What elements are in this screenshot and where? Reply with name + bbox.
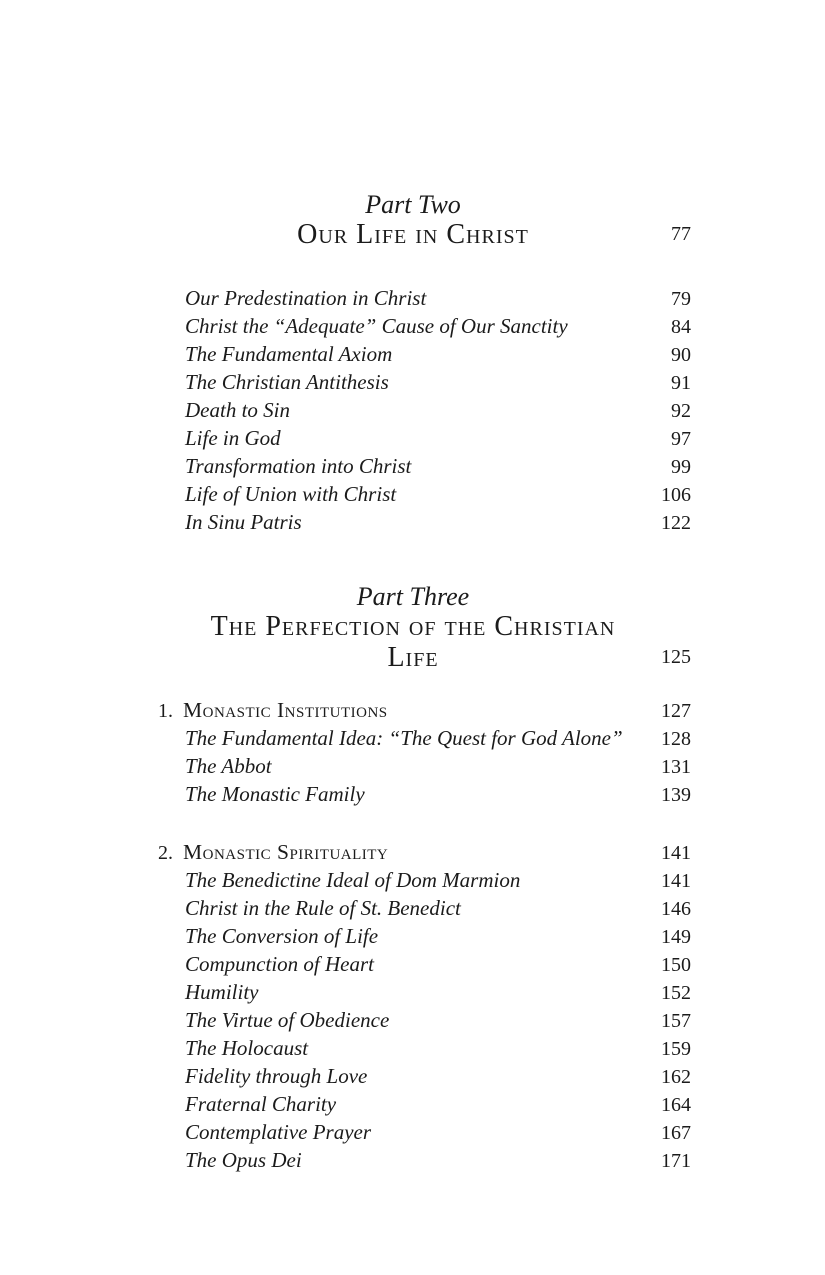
entry-title: The Monastic Family — [185, 782, 365, 806]
toc-entry — [158, 369, 691, 397]
entry-title: Christ the “Adequate” Cause of Our Sanctity — [185, 314, 568, 338]
entry-title: The Virtue of Obedience — [185, 1008, 390, 1032]
entry-title: Our Predestination in Christ — [185, 286, 427, 310]
toc-entry — [158, 1035, 691, 1063]
entry-page-number: 164 — [661, 1094, 691, 1116]
toc-entry — [158, 285, 691, 313]
entry-page-number: 149 — [661, 926, 691, 948]
toc-entry — [158, 753, 691, 781]
entry-title: The Christian Antithesis — [185, 370, 389, 394]
entry-title: The Opus Dei — [185, 1148, 302, 1172]
entry-page-number: 150 — [661, 954, 691, 976]
toc-entry — [158, 895, 691, 923]
entry-title: Life of Union with Christ — [185, 482, 397, 506]
entry-page-number: 97 — [671, 428, 691, 450]
chapter-title: Monastic Institutions — [183, 698, 388, 722]
part-two-heading — [185, 190, 691, 250]
chapter-monastic-institutions — [158, 697, 691, 809]
entry-title: The Fundamental Axiom — [185, 342, 393, 366]
entry-page-number: 141 — [661, 870, 691, 892]
entry-page-number: 159 — [661, 1038, 691, 1060]
chapter-heading — [158, 697, 691, 725]
toc-entry — [158, 1091, 691, 1119]
entry-page-number: 131 — [661, 756, 691, 778]
toc-entry — [158, 453, 691, 481]
entry-page-number: 171 — [661, 1150, 691, 1172]
entry-page-number: 79 — [671, 288, 691, 310]
toc-entry — [158, 313, 691, 341]
entry-title: In Sinu Patris — [185, 510, 302, 534]
entry-page-number: 128 — [661, 728, 691, 750]
entry-title: The Benedictine Ideal of Dom Marmion — [185, 868, 521, 892]
toc-entry — [158, 979, 691, 1007]
chapter-monastic-spirituality — [158, 839, 691, 1175]
toc-entry — [158, 951, 691, 979]
chapter-number: 1. — [158, 700, 173, 722]
part-two-entries — [158, 285, 691, 537]
chapter-title: Monastic Spirituality — [183, 840, 389, 864]
toc-entry — [158, 341, 691, 369]
part-three-section — [158, 582, 691, 1175]
entry-title: Transformation into Christ — [185, 454, 412, 478]
toc-entry — [158, 1063, 691, 1091]
entry-page-number: 92 — [671, 400, 691, 422]
entry-page-number: 146 — [661, 898, 691, 920]
entry-title: Contemplative Prayer — [185, 1120, 372, 1144]
entry-title: The Holocaust — [185, 1036, 309, 1060]
entry-page-number: 90 — [671, 344, 691, 366]
entry-title: Christ in the Rule of St. Benedict — [185, 896, 461, 920]
entry-page-number: 99 — [671, 456, 691, 478]
toc-entry — [158, 1007, 691, 1035]
part-page-number: 125 — [661, 646, 691, 668]
part-label: Part Three — [356, 582, 470, 611]
toc-entry — [158, 509, 691, 537]
toc-entry — [158, 781, 691, 809]
part-title: The Perfection of the Christian Life — [210, 611, 616, 673]
entry-page-number: 157 — [661, 1010, 691, 1032]
part-three-heading — [185, 582, 691, 673]
toc-entry — [158, 725, 691, 753]
entry-title: Death to Sin — [185, 398, 290, 422]
entry-page-number: 162 — [661, 1066, 691, 1088]
entry-title: Life in God — [185, 426, 281, 450]
toc-entry — [158, 923, 691, 951]
entry-page-number: 84 — [671, 316, 691, 338]
entry-page-number: 91 — [671, 372, 691, 394]
entry-title: Fidelity through Love — [185, 1064, 368, 1088]
entry-page-number: 167 — [661, 1122, 691, 1144]
chapter-2-entries — [158, 867, 691, 1175]
chapter-number: 2. — [158, 842, 173, 864]
entry-title: The Abbot — [185, 754, 272, 778]
entry-title: The Conversion of Life — [185, 924, 379, 948]
part-title: Our Life in Christ — [297, 219, 529, 250]
toc-entry — [158, 867, 691, 895]
toc-content — [158, 190, 691, 1175]
entry-title: Humility — [185, 980, 259, 1004]
entry-page-number: 122 — [661, 512, 691, 534]
entry-title: Compunction of Heart — [185, 952, 374, 976]
toc-entry — [158, 425, 691, 453]
chapter-page-number: 127 — [661, 700, 691, 722]
entry-page-number: 106 — [661, 484, 691, 506]
toc-entry — [158, 481, 691, 509]
entry-page-number: 139 — [661, 784, 691, 806]
toc-entry — [158, 397, 691, 425]
entry-title: Fraternal Charity — [185, 1092, 337, 1116]
part-label: Part Two — [365, 190, 461, 219]
chapter-1-entries — [158, 725, 691, 809]
part-page-number: 77 — [671, 223, 691, 245]
toc-entry — [158, 1147, 691, 1175]
chapter-page-number: 141 — [661, 842, 691, 864]
part-two-section — [158, 190, 691, 537]
entry-title: The Fundamental Idea: “The Quest for God Alone” — [185, 726, 623, 750]
entry-page-number: 152 — [661, 982, 691, 1004]
toc-entry — [158, 1119, 691, 1147]
chapter-heading — [158, 839, 691, 867]
